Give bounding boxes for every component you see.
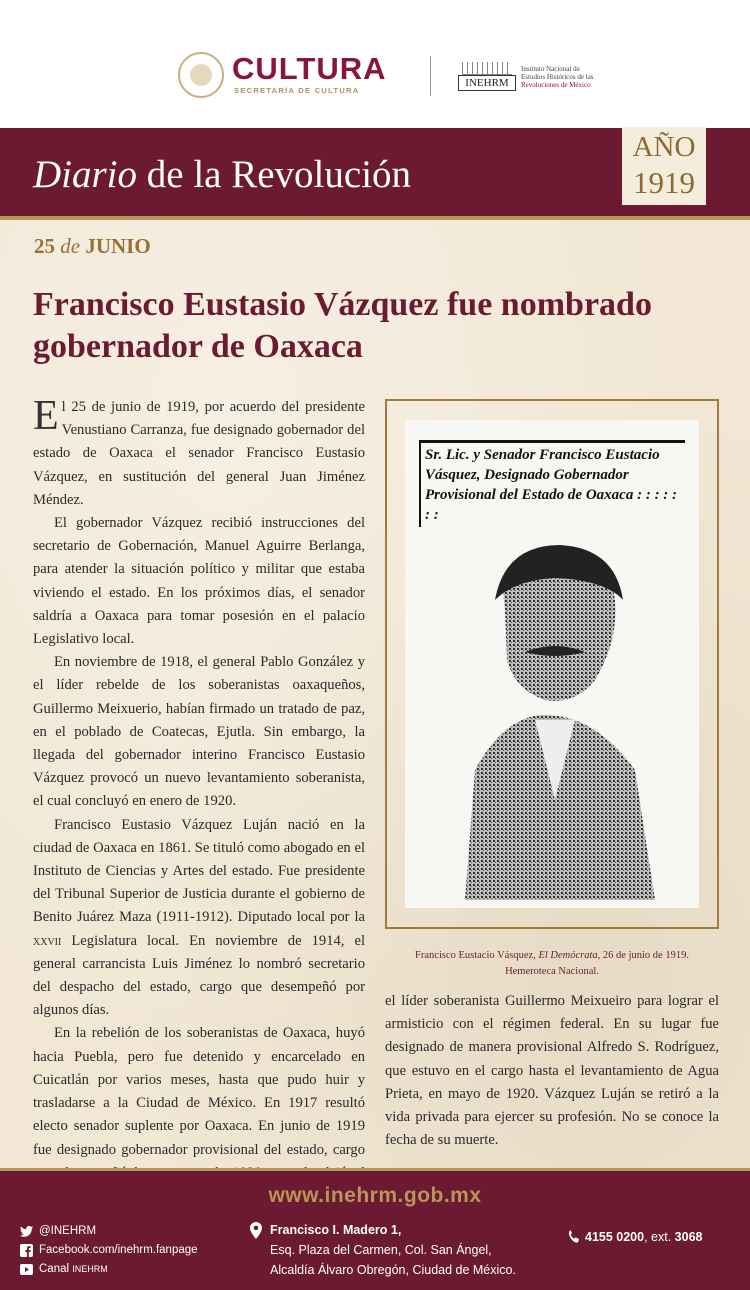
social-links	[20, 1222, 198, 1279]
address-city: Alcaldía Álvaro Obregón, Ciudad de México.	[270, 1263, 516, 1277]
youtube-prefix: Canal	[39, 1263, 70, 1275]
caption-archive: Hemeroteca Nacional	[505, 966, 597, 977]
logo-divider	[430, 56, 431, 96]
paragraph-5: En la rebelión de los soberanistas de Oaxaca, huyó hacia Puebla, pero fue detenido y encarcelado en Cuicatlán por varios meses, hasta que pudo huir y trasladarse a la Ciudad de México. En 1917 resultó electo senador suplente por Oaxaca. En junio de 1919 fue designado gobernador provisional del estado, cargo	[33, 1025, 365, 1158]
paragraph-1	[33, 393, 365, 512]
paragraph-4-text-a: Francisco Eustasio Vázquez Luján nació en la ciudad de Oaxaca en 1861. Se tituló como abogado en el Instituto de Ciencias y Artes del estado. Fue presidente del Tribunal Superior de Justicia durante el gobierno de Benito Juárez Maza (1911-1912). Diputado local por la	[33, 816, 365, 926]
paragraph-3: En noviembre de 1918, el general Pablo González y el líder rebelde de los soberanistas oaxaqueños, Guillermo Meixuerio, habían firmado un tratado de paz, en el poblado de Coatecas, Ejutla. Sin embargo, la llegada del gobernador interino Francisco Eustasio Vázquez provocó un nuevo levantamiento soberanista, el cual concluyó en enero de 1920.	[33, 654, 365, 810]
inehrm-logo[interactable]	[458, 62, 516, 92]
national-seal-icon	[178, 52, 224, 98]
clipping-headline: Sr. Lic. y Senador Francisco Eustacio Vásquez, Designado Gobernador Provisional del Estado de Oaxaca : : : : : : :	[419, 440, 685, 527]
article-date	[34, 233, 151, 259]
cultura-subtitle: SECRETARÍA DE CULTURA	[234, 86, 360, 95]
youtube-link[interactable]	[20, 1260, 198, 1279]
drop-cap: E	[33, 393, 59, 439]
phone-contact[interactable]	[568, 1230, 702, 1244]
twitter-handle: @INEHRM	[39, 1225, 97, 1237]
inehrm-name-line1: Instituto Nacional de	[521, 65, 580, 73]
inehrm-logo-text: INEHRM	[458, 75, 516, 91]
page-title	[33, 152, 411, 198]
paragraph-4	[33, 814, 365, 1023]
address-block	[250, 1220, 516, 1280]
address-street: Francisco I. Madero 1,	[270, 1223, 402, 1237]
website-link[interactable]: www.inehrm.gob.mx	[268, 1184, 482, 1207]
date-day: 25	[34, 234, 55, 258]
title-rest: de la Revolución	[146, 153, 412, 196]
phone-number: 4155 0200	[585, 1230, 645, 1244]
phone-icon	[568, 1230, 579, 1243]
legislature-number: xxvii	[33, 932, 62, 949]
address-neighborhood: Esq. Plaza del Carmen, Col. San Ángel,	[270, 1243, 492, 1257]
youtube-channel: INEHRM	[72, 1264, 108, 1274]
inehrm-building-icon	[462, 62, 512, 75]
paragraph-2: El gobernador Vázquez recibió instrucciones del secretario de Gobernación, Manuel Aguirre Berlanga, para atender la situación político y militar que estaba viviendo el estado. En los próximos días, el senador saldría a Oaxaca para tomar posesión en el palacio Legislativo local.	[33, 515, 365, 648]
caption-date: , 26 de junio de 1919.	[597, 950, 689, 961]
cultura-logo[interactable]: CULTURA	[232, 51, 387, 86]
paragraph-6: el líder soberanista Guillermo Meixueiro para lograr el armisticio con el régimen federal. En su lugar fue designado de manera provisional Alfredo S. Rodríguez, que estuvo en el cargo hasta el levantamiento de Agua Prieta, en mayo de 1920. Vázquez Luján se retiró a la vida privada para ejercer su profesión. No se conoce la fecha de su muerte.	[385, 993, 719, 1149]
facebook-url: Facebook.com/inehrm.fanpage	[39, 1244, 198, 1256]
portrait-image	[445, 540, 665, 900]
phone-extension: 3068	[674, 1230, 703, 1244]
caption-subject: Francisco Eustacio Vásquez,	[415, 950, 536, 961]
twitter-icon	[20, 1226, 33, 1237]
location-pin-icon	[250, 1222, 262, 1239]
youtube-icon	[20, 1263, 33, 1276]
top-header	[0, 0, 750, 128]
inehrm-full-name	[521, 65, 594, 89]
inehrm-name-line2: Estudios Históricos de las	[521, 73, 594, 81]
date-de: de	[60, 234, 81, 258]
year-badge	[622, 127, 706, 205]
newspaper-clipping-image	[405, 420, 699, 908]
paragraph-1-text: l 25 de junio de 1919, por acuerdo del presidente Venustiano Carranza, fue designado gobernador del estado de Oaxaca el senador Francisco Eustasio Vázquez, en sustitución del general Juan Jiménez Méndez.	[33, 399, 365, 508]
article-column-left	[33, 393, 365, 1208]
year-value: 1919	[633, 165, 695, 200]
year-label: AÑO	[632, 131, 696, 163]
facebook-icon	[20, 1244, 33, 1257]
facebook-link[interactable]	[20, 1241, 198, 1260]
date-month: JUNIO	[85, 234, 151, 258]
article-column-right	[385, 990, 719, 1152]
caption-newspaper: El Demócrata	[538, 950, 598, 961]
inehrm-name-line3: Revoluciones de México	[521, 81, 591, 89]
article-headline: Francisco Eustasio Vázquez fue nombrado gobernador de Oaxaca	[33, 286, 652, 365]
photo-caption	[385, 948, 719, 980]
paragraph-4-text-b: Legislatura local. En noviembre de 1914, el general carrancista Luis Jiménez lo nombró secretario del despacho del estado, cargo que desempeñó por algunos días.	[33, 932, 365, 1019]
caption-period: .	[596, 966, 599, 977]
phone-ext-label: , ext.	[644, 1230, 672, 1244]
title-italic: Diario	[33, 153, 138, 196]
twitter-link[interactable]	[20, 1222, 198, 1241]
